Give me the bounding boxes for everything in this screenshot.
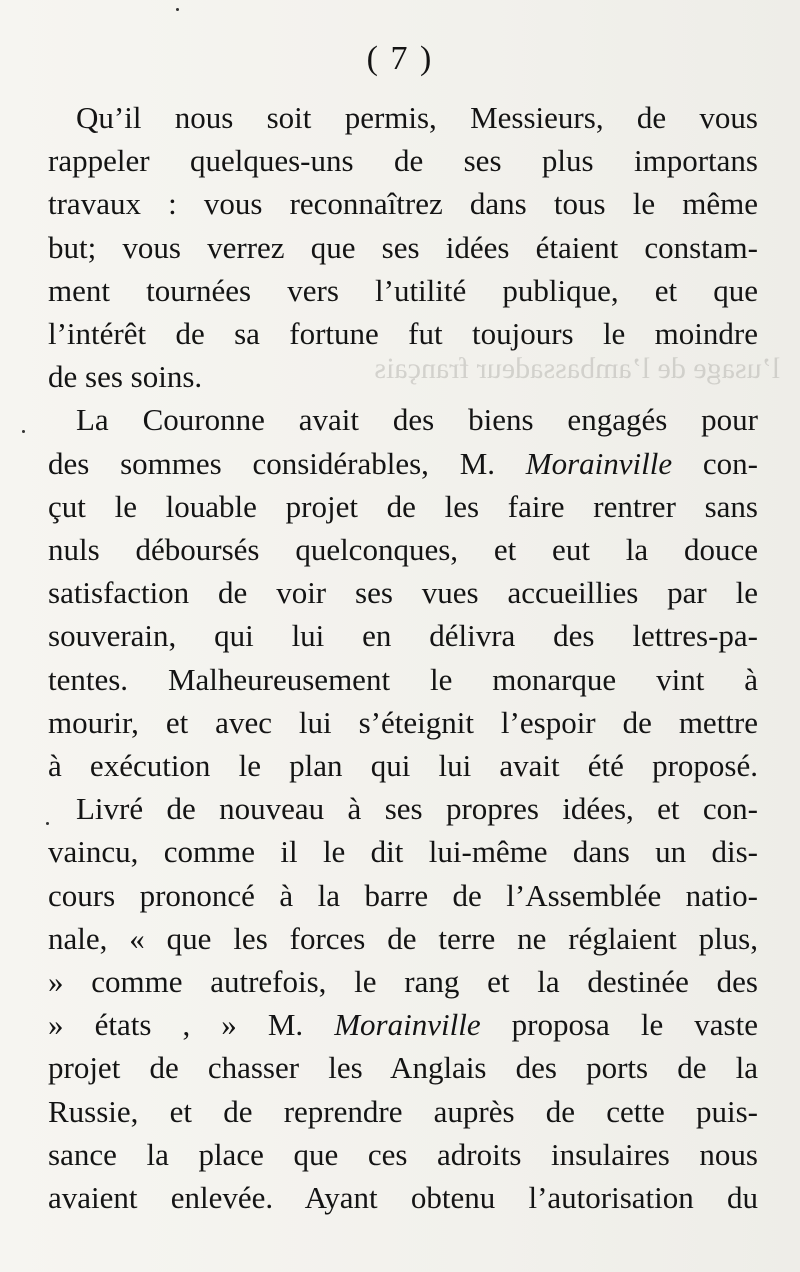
text-line: ment tournées vers l’utilité publique, et que (48, 272, 758, 308)
body-text (48, 96, 758, 1219)
text-line: travaux : vous reconnaîtrez dans tous le même (48, 186, 758, 222)
text-line: satisfaction de voir ses vues accueillies par le (48, 575, 758, 611)
text-segment: des sommes considérables, M. (48, 445, 526, 481)
text-line: La Couronne avait des biens engagés pour (76, 402, 758, 438)
text-line: de ses soins. (48, 359, 203, 395)
text-line: rappeler quelques-uns de ses plus importans (48, 143, 758, 179)
ink-speck (22, 430, 25, 433)
text-line: but; vous verrez que ses idées étaient constam- (48, 229, 758, 265)
text-line: Russie, et de reprendre auprès de cette puis- (48, 1093, 758, 1129)
text-line: nuls déboursés quelconques, et eut la douce (48, 532, 758, 568)
person-name: Morainville (525, 445, 673, 481)
ink-speck (176, 8, 179, 11)
page-number: ( 7 ) (366, 40, 434, 77)
text-line: sance la place que ces adroits insulaires nous (48, 1136, 758, 1172)
text-line: avaient enlevée. Ayant obtenu l’autorisation du (48, 1180, 758, 1216)
text-line: à exécution le plan qui lui avait été proposé. (48, 748, 758, 784)
ink-speck (46, 822, 49, 825)
show-through-text: l’usage de l’ambassadeur français (374, 352, 780, 385)
text-line: mourir, et avec lui s’éteignit l’espoir de mettre (48, 704, 758, 740)
text-segment: con- (672, 445, 758, 481)
text-line-with-name (48, 1003, 758, 1046)
text-segment: » états , » M. (48, 1007, 335, 1043)
text-line: l’intérêt de sa fortune fut toujours le moindre (48, 316, 758, 352)
text-line-with-name (48, 442, 758, 485)
text-line: tentes. Malheureusement le monarque vint à (48, 661, 758, 697)
text-line: Livré de nouveau à ses propres idées, et con- (76, 791, 758, 827)
text-line: çut le louable projet de les faire rentrer sans (48, 488, 758, 524)
text-line: Qu’il nous soit permis, Messieurs, de vous (76, 100, 758, 135)
text-line: souverain, qui lui en délivra des lettres-pa- (48, 618, 758, 654)
text-line: nale, « que les forces de terre ne réglaient plus, (48, 920, 758, 956)
text-line: cours prononcé à la barre de l’Assemblée natio- (48, 877, 758, 913)
text-line: » comme autrefois, le rang et la destinée des (48, 964, 758, 1000)
text-segment: proposa le vaste (480, 1007, 758, 1043)
person-name: Morainville (334, 1007, 481, 1043)
text-line: vaincu, comme il le dit lui-même dans un dis- (48, 834, 758, 870)
text-line: projet de chasser les Anglais des ports de la (48, 1050, 758, 1086)
